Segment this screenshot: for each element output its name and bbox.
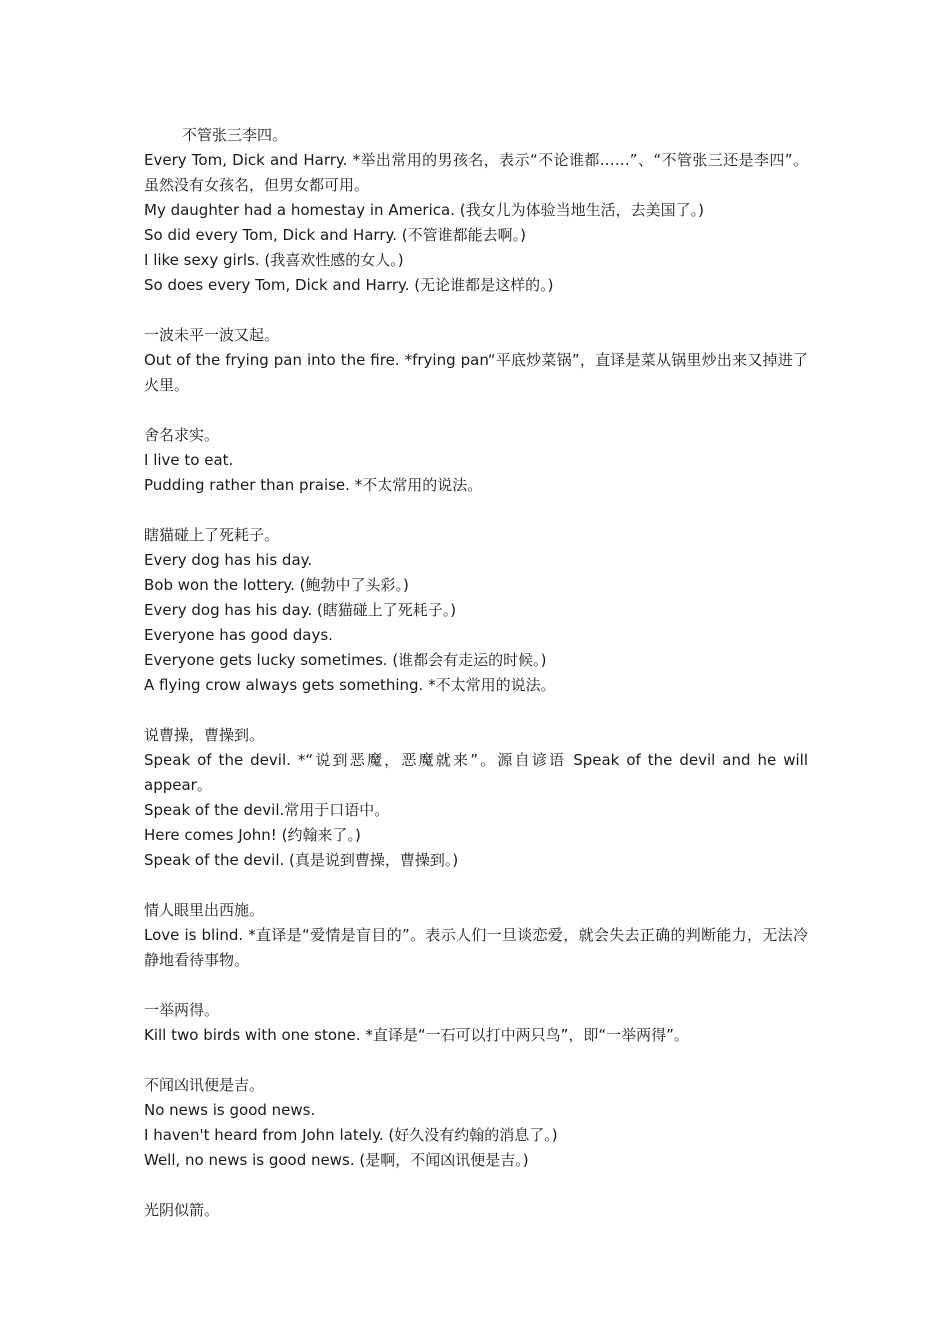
spacer (144, 298, 808, 323)
text-line: Speak of the devil. (真是说到曹操，曹操到。) (144, 851, 459, 869)
text-line: Well, no news is good news. (是啊，不闻凶讯便是吉。) (144, 1151, 529, 1169)
spacer (144, 398, 808, 423)
spacer (144, 973, 808, 998)
text-line: Love is blind. *直译是“爱情是盲目的”。表示人们一旦谈恋爱，就会失去正确的判断能力，无法冷静地看待事物。 (144, 926, 808, 969)
spacer (144, 873, 808, 898)
heading-she-ming-qiu-shi: 舍名求实。 (144, 426, 220, 444)
text-line: Speak of the devil.常用于口语中。 (144, 801, 390, 819)
spacer (144, 498, 808, 523)
text-line: Every dog has his day. (瞎猫碰上了死耗子。) (144, 601, 457, 619)
text-line: So does every Tom, Dick and Harry. (无论谁都是这样的。) (144, 276, 554, 294)
spacer (144, 698, 808, 723)
text-line: Every dog has his day. (144, 551, 313, 569)
spacer (144, 1048, 808, 1073)
text-line: Kill two birds with one stone. *直译是“一石可以打中两只鸟”，即“一举两得”。 (144, 1026, 689, 1044)
text-line: Everyone has good days. (144, 626, 333, 644)
heading-yi-ju-liang-de: 一举两得。 (144, 1001, 220, 1019)
heading-yi-bo-wei-ping: 一波未平一波又起。 (144, 326, 280, 344)
text-line: I haven't heard from John lately. (好久没有约翰的消息了。) (144, 1126, 558, 1144)
heading-bu-wen-xiong-xun: 不闻凶讯便是吉。 (144, 1076, 265, 1094)
document-page (144, 123, 808, 1223)
heading-qing-ren-yan-li: 情人眼里出西施。 (144, 901, 265, 919)
heading-shuo-cao-cao: 说曹操，曹操到。 (144, 726, 265, 744)
text-line: I live to eat. (144, 451, 234, 469)
text-line: Out of the frying pan into the fire. *frying pan“平底炒菜锅”，直译是菜从锅里炒出来又掉进了火里。 (144, 351, 808, 394)
text-line: I like sexy girls. (我喜欢性感的女人。) (144, 251, 404, 269)
heading-guang-yin-si-jian: 光阴似箭。 (144, 1201, 220, 1219)
text-line: No news is good news. (144, 1101, 316, 1119)
text-line: A flying crow always gets something. *不太常用的说法。 (144, 676, 556, 694)
text-line: Bob won the lottery. (鲍勃中了头彩。) (144, 576, 409, 594)
text-line: Every Tom, Dick and Harry. *举出常用的男孩名，表示“不论谁都……”、“不管张三还是李四”。虽然没有女孩名，但男女都可用。 (144, 151, 808, 194)
text-line: Speak of the devil. *“说到恶魔，恶魔就来”。源自谚语 Speak of the devil and he will appear。 (144, 751, 808, 794)
heading-xia-mao: 瞎猫碰上了死耗子。 (144, 526, 280, 544)
text-line: Pudding rather than praise. *不太常用的说法。 (144, 476, 483, 494)
text-line: So did every Tom, Dick and Harry. (不管谁都能去啊。) (144, 226, 526, 244)
heading-zhang-san-li-si: 不管张三李四。 (182, 126, 288, 144)
text-line: Here comes John! (约翰来了。) (144, 826, 361, 844)
spacer (144, 1173, 808, 1198)
text-line: Everyone gets lucky sometimes. (谁都会有走运的时候。) (144, 651, 547, 669)
text-line: My daughter had a homestay in America. (我女儿为体验当地生活，去美国了。) (144, 201, 704, 219)
